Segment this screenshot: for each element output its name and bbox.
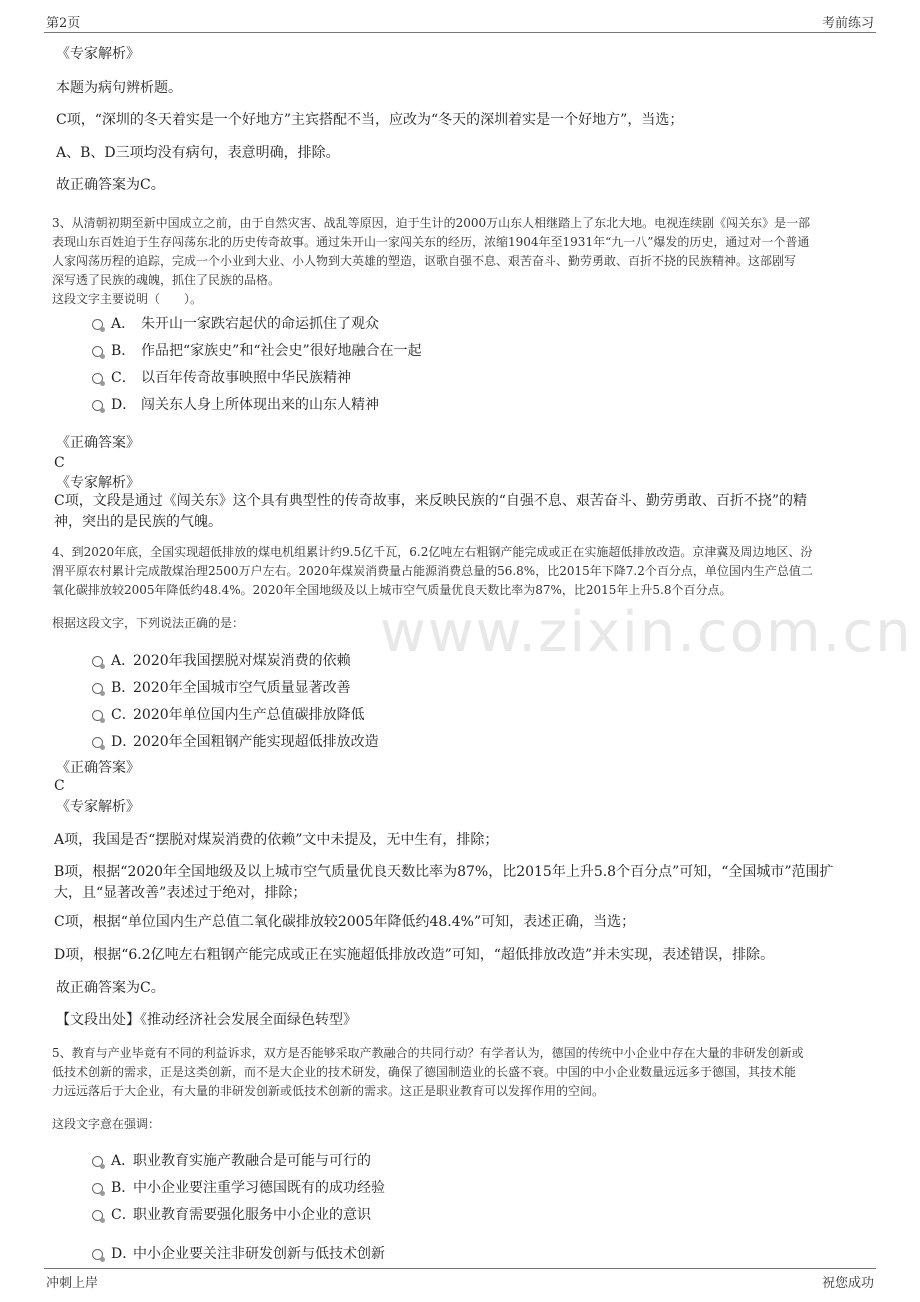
option-text: 2020年全国粗钢产能实现超低排放改造 xyxy=(133,734,379,750)
q5-passage xyxy=(52,1044,882,1101)
option-text: 职业教育实施产教融合是可能与可行的 xyxy=(133,1153,371,1169)
q4-answer: C xyxy=(54,778,65,794)
q3-option-d[interactable] xyxy=(92,394,379,414)
q5-passage-line: 力远远落后于大企业，有大量的非研发创新或低技术创新的需求。这正是职业教育可以发挥作用的空间。 xyxy=(52,1084,605,1098)
option-text: 以百年传奇故事映照中华民族精神 xyxy=(141,370,351,386)
q3-passage-line: 表现山东百姓迫于生存闯荡东北的历史传奇故事。通过朱开山一家闯关东的经历，浓缩1904年至1931年“九一八”爆发的历史，通过对一个普通 xyxy=(52,235,810,249)
q4-analysis-label: 《专家解析》 xyxy=(56,799,140,815)
q3-passage-line: 人家闯荡历程的追踪，完成一个小业到大业、小人物到大英雄的塑造，讴歌自强不息、艰苦奋斗、勤劳勇敢、百折不挠的民族精神。这部剧写 xyxy=(52,254,797,268)
q3-passage-line: 3、从清朝初期至新中国成立之前，由于自然灾害、战乱等原因，迫于生计的2000万山东人相继踏上了东北大地。电视连续剧《闯关东》是一部 xyxy=(52,216,811,230)
radio-icon[interactable] xyxy=(92,400,103,411)
q3-passage xyxy=(52,214,882,309)
q5-option-a[interactable] xyxy=(92,1150,371,1170)
option-key: C． xyxy=(111,1207,136,1223)
q2-analysis-line: C项，“深圳的冬天着实是一个好地方”主宾搭配不当，应改为“冬天的深圳着实是一个好地方”，当选； xyxy=(56,112,684,128)
q5-option-d[interactable] xyxy=(92,1243,385,1263)
header-title: 考前练习 xyxy=(821,16,874,31)
q4-passage-line: 氧化碳排放较2005年降低约48.4%。2020年全国地级及以上城市空气质量优良天数比率为87%，比2015年上升5.8个百分点。 xyxy=(52,583,732,597)
q4-analysis-c: C项，根据“单位国内生产总值二氧化碳排放较2005年降低约48.4%”可知，表述正确，当选； xyxy=(54,914,636,930)
option-text: 中小企业要关注非研发创新与低技术创新 xyxy=(133,1246,385,1262)
option-key: A． xyxy=(111,316,136,332)
q4-option-d[interactable] xyxy=(92,731,379,751)
q4-analysis-d: D项，根据“6.2亿吨左右粗钢产能完成或正在实施超低排放改造”可知，“超低排放改造”并未实现，表述错误，排除。 xyxy=(54,947,775,963)
q5-option-b[interactable] xyxy=(92,1177,385,1197)
option-text: 闯关东人身上所体现出来的山东人精神 xyxy=(141,397,379,413)
q3-option-a[interactable] xyxy=(92,313,379,333)
q4-analysis-b xyxy=(54,862,878,904)
q5-passage-line: 低技术创新的需求，正是这类创新，而不是大企业的技术研发，确保了德国制造业的长盛不衰。中国的中小企业数量远远多于德国，其技术能 xyxy=(52,1065,797,1079)
q4-analysis-b-line: B项，根据“2020年全国地级及以上城市空气质量优良天数比率为87%，比2015年上升5.8个百分点”可知，“全国城市”范围扩 xyxy=(54,864,834,880)
q5-option-c[interactable] xyxy=(92,1204,371,1224)
q4-source: 【文段出处】《推动经济社会发展全面绿色转型》 xyxy=(56,1012,357,1028)
header-divider xyxy=(44,32,876,33)
option-key: C． xyxy=(111,707,136,723)
watermark: www.zixin.com.cn xyxy=(380,600,913,665)
option-key: B． xyxy=(111,1180,136,1196)
option-text: 中小企业要注重学习德国既有的成功经验 xyxy=(133,1180,385,1196)
q4-passage-line: 渭平原农村累计完成散煤治理2500万户左右。2020年煤炭消费量占能源消费总量的56.8%，比2015年下降7.2个百分点，单位国内生产总值二 xyxy=(52,564,813,578)
q4-answer-label: 《正确答案》 xyxy=(56,760,140,776)
q3-analysis xyxy=(54,491,874,533)
option-text: 朱开山一家跌宕起伏的命运抓住了观众 xyxy=(141,316,379,332)
radio-icon[interactable] xyxy=(92,656,103,667)
q5-passage-line: 5、教育与产业毕竟有不同的利益诉求，双方是否能够采取产教融合的共同行动？有学者认为，德国的传统中小企业中存在大量的非研发创新或 xyxy=(52,1046,804,1060)
q3-stem: 这段文字主要说明（ ）。 xyxy=(52,292,203,306)
q4-passage-line: 4、到2020年底，全国实现超低排放的煤电机组累计约9.5亿千瓦，6.2亿吨左右粗钢产能完成或正在实施超低排放改造。京津冀及周边地区、汾 xyxy=(52,545,813,559)
q3-answer: C xyxy=(54,455,65,471)
radio-icon[interactable] xyxy=(92,1156,103,1167)
radio-icon[interactable] xyxy=(92,710,103,721)
option-key: A． xyxy=(111,653,136,669)
radio-icon[interactable] xyxy=(92,1210,103,1221)
option-key: A． xyxy=(111,1153,136,1169)
footer-right: 祝您成功 xyxy=(821,1276,874,1291)
page-number: 第2页 xyxy=(46,16,81,31)
q4-conclusion: 故正确答案为C。 xyxy=(56,980,165,996)
q2-analysis-label: 《专家解析》 xyxy=(56,46,140,62)
radio-icon[interactable] xyxy=(92,346,103,357)
footer-left: 冲刺上岸 xyxy=(46,1276,99,1291)
option-text: 作品把“家族史”和“社会史”很好地融合在一起 xyxy=(141,343,422,359)
option-key: B． xyxy=(111,343,136,359)
q3-analysis-label: 《专家解析》 xyxy=(56,475,140,491)
q3-option-b[interactable] xyxy=(92,340,422,360)
option-key: D． xyxy=(111,734,137,750)
q4-passage xyxy=(52,543,882,600)
q2-conclusion: 故正确答案为C。 xyxy=(56,177,165,193)
footer-divider xyxy=(44,1268,876,1269)
radio-icon[interactable] xyxy=(92,737,103,748)
q4-analysis-b-line: 大，且“显著改善”表述过于绝对，排除； xyxy=(54,885,307,901)
option-key: D． xyxy=(111,1246,137,1262)
q5-stem: 这段文字意在强调： xyxy=(52,1117,161,1131)
q4-option-c[interactable] xyxy=(92,704,365,724)
q3-option-c[interactable] xyxy=(92,367,351,387)
q4-option-a[interactable] xyxy=(92,650,351,670)
option-text: 2020年我国摆脱对煤炭消费的依赖 xyxy=(133,653,351,669)
option-text: 职业教育需要强化服务中小企业的意识 xyxy=(133,1207,371,1223)
option-text: 2020年单位国内生产总值碳排放降低 xyxy=(133,707,365,723)
q4-analysis-a: A项，我国是否“摆脱对煤炭消费的依赖”文中未提及，无中生有，排除； xyxy=(54,832,499,848)
option-key: B． xyxy=(111,680,136,696)
q3-answer-label: 《正确答案》 xyxy=(56,435,140,451)
q3-passage-line: 深写透了民族的魂魄，抓住了民族的品格。 xyxy=(52,273,281,287)
option-key: C． xyxy=(111,370,136,386)
q3-analysis-line: C项，文段是通过《闯关东》这个具有典型性的传奇故事，来反映民族的“自强不息、艰苦奋斗、勤劳勇敢、百折不挠”的精 xyxy=(54,493,808,509)
q4-option-b[interactable] xyxy=(92,677,351,697)
option-key: D． xyxy=(111,397,137,413)
q4-stem: 根据这段文字，下列说法正确的是： xyxy=(52,616,245,630)
q2-analysis-line: A、B、D三项均没有病句，表意明确，排除。 xyxy=(56,145,340,161)
radio-icon[interactable] xyxy=(92,319,103,330)
radio-icon[interactable] xyxy=(92,373,103,384)
radio-icon[interactable] xyxy=(92,1183,103,1194)
q3-analysis-line: 神，突出的是民族的气魄。 xyxy=(54,514,222,530)
q2-analysis-line: 本题为病句辨析题。 xyxy=(56,80,182,96)
option-text: 2020年全国城市空气质量显著改善 xyxy=(133,680,351,696)
radio-icon[interactable] xyxy=(92,1249,103,1260)
radio-icon[interactable] xyxy=(92,683,103,694)
